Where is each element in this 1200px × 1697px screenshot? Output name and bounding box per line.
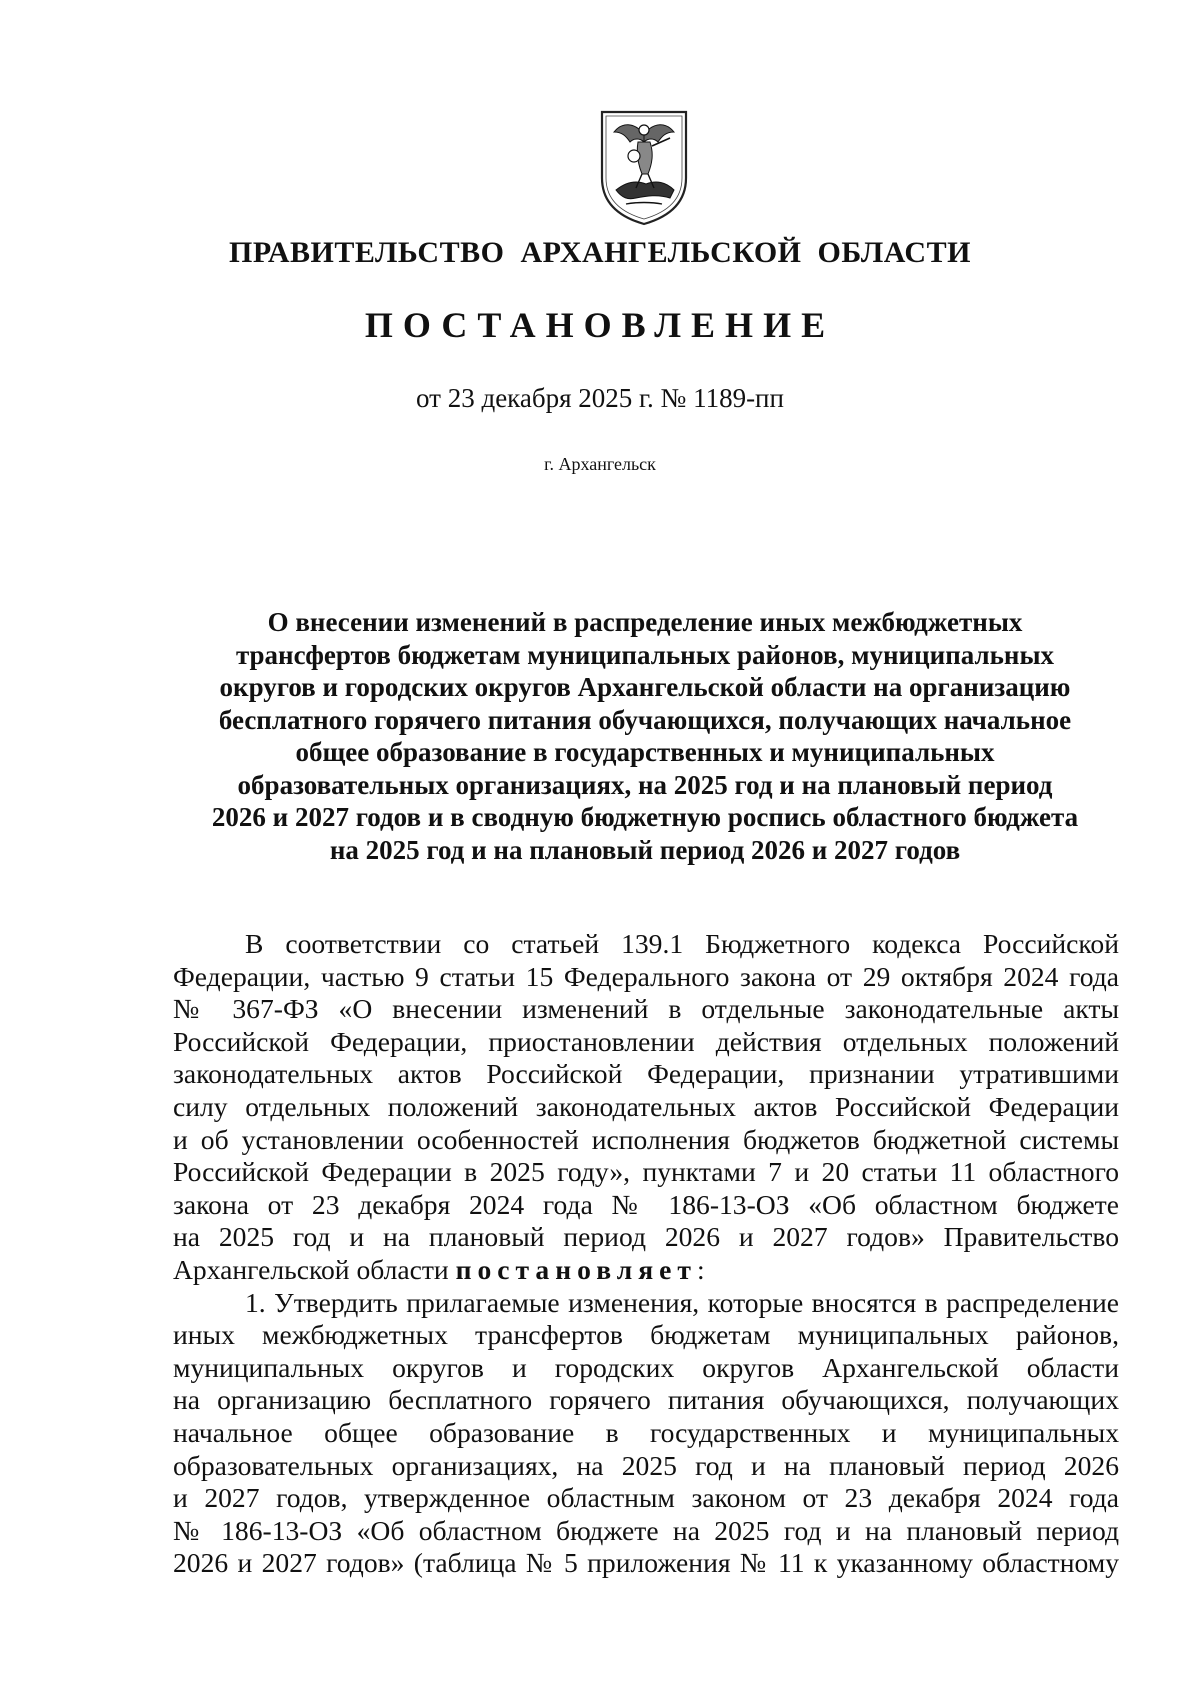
item1-line: № 186-13-ОЗ «Об областном бюджете на 2025 год и на плановый период bbox=[173, 1514, 1119, 1546]
preamble-line: закона от 23 декабря 2024 года № 186-13-ОЗ «Об областном бюджете bbox=[173, 1188, 1119, 1220]
resolves-suffix: : bbox=[696, 1253, 705, 1285]
document-city: г. Архангельск bbox=[544, 454, 656, 474]
subject-line: образовательных организациях, на 2025 год и на плановый период bbox=[237, 769, 1053, 800]
subject-line: бесплатного горячего питания обучающихся, получающих начальное bbox=[218, 704, 1072, 735]
preamble-line: Российской Федерации в 2025 году», пунктами 7 и 20 статьи 11 областного bbox=[173, 1156, 1119, 1188]
subject-line: округов и городских округов Архангельской области на организацию bbox=[219, 672, 1071, 702]
subject-line: О внесении изменений в распределение иных межбюджетных bbox=[267, 607, 1023, 637]
subject-line: 2026 и 2027 годов и в сводную бюджетную роспись областного бюджета bbox=[211, 802, 1079, 832]
preamble-line: силу отдельных положений законодательных актов Российской Федерации bbox=[173, 1090, 1119, 1122]
item1-line: и 2027 годов, утвержденное областным законом от 23 декабря 2024 года bbox=[173, 1482, 1119, 1514]
item1-line: 1. Утвердить прилагаемые изменения, которые вносятся в распределение bbox=[245, 1286, 1119, 1318]
item1-line: на организацию бесплатного горячего питания обучающихся, получающих bbox=[173, 1384, 1119, 1416]
document-subject bbox=[180, 606, 1110, 866]
preamble-line: Федерации, частью 9 статьи 15 Федерального закона от 29 октября 2024 года bbox=[173, 960, 1119, 992]
resolves-word: постановляет bbox=[455, 1253, 697, 1285]
item1-line: муниципальных округов и городских округов Архангельской области bbox=[173, 1351, 1119, 1383]
subject-line: трансфертов бюджетам муниципальных районов, муниципальных bbox=[235, 639, 1055, 670]
item1-line: иных межбюджетных трансфертов бюджетам муниципальных районов, bbox=[173, 1319, 1119, 1351]
item1-line: начальное общее образование в государственных и муниципальных bbox=[173, 1416, 1119, 1448]
subject-line: на 2025 год и на плановый период 2026 и 2027 годов bbox=[329, 834, 961, 865]
preamble-final-line bbox=[173, 1254, 1119, 1287]
document-date-number: от 23 декабря 2025 г. № 1189-пп bbox=[416, 383, 784, 413]
preamble-line: Российской Федерации, приостановлении действия отдельных положений bbox=[173, 1025, 1119, 1057]
preamble-line: законодательных актов Российской Федерации, признании утратившими bbox=[173, 1058, 1119, 1090]
preamble-final-prefix: Архангельской области bbox=[173, 1253, 456, 1285]
item1-line: образовательных организациях, на 2025 год и на плановый период 2026 bbox=[173, 1449, 1119, 1481]
document-type-heading: ПОСТАНОВЛЕНИЕ bbox=[364, 305, 836, 345]
preamble-line: В соответствии со статьей 139.1 Бюджетного кодекса Российской bbox=[245, 928, 1119, 959]
preamble-line: и об установлении особенностей исполнения бюджетов бюджетной системы bbox=[173, 1123, 1119, 1155]
document-body bbox=[173, 928, 1119, 1580]
organization-title: ПРАВИТЕЛЬСТВО АРХАНГЕЛЬСКОЙ ОБЛАСТИ bbox=[229, 236, 971, 269]
coat-of-arms-emblem bbox=[596, 108, 692, 226]
preamble-line: на 2025 год и на плановый период 2026 и 2027 годов» Правительство bbox=[173, 1221, 1119, 1253]
item1-line: 2026 и 2027 годов» (таблица № 5 приложения № 11 к указанному областному bbox=[173, 1547, 1119, 1579]
subject-line: общее образование в государственных и муниципальных bbox=[295, 737, 995, 767]
preamble-line: № 367-ФЗ «О внесении изменений в отдельные законодательные акты bbox=[173, 993, 1119, 1025]
